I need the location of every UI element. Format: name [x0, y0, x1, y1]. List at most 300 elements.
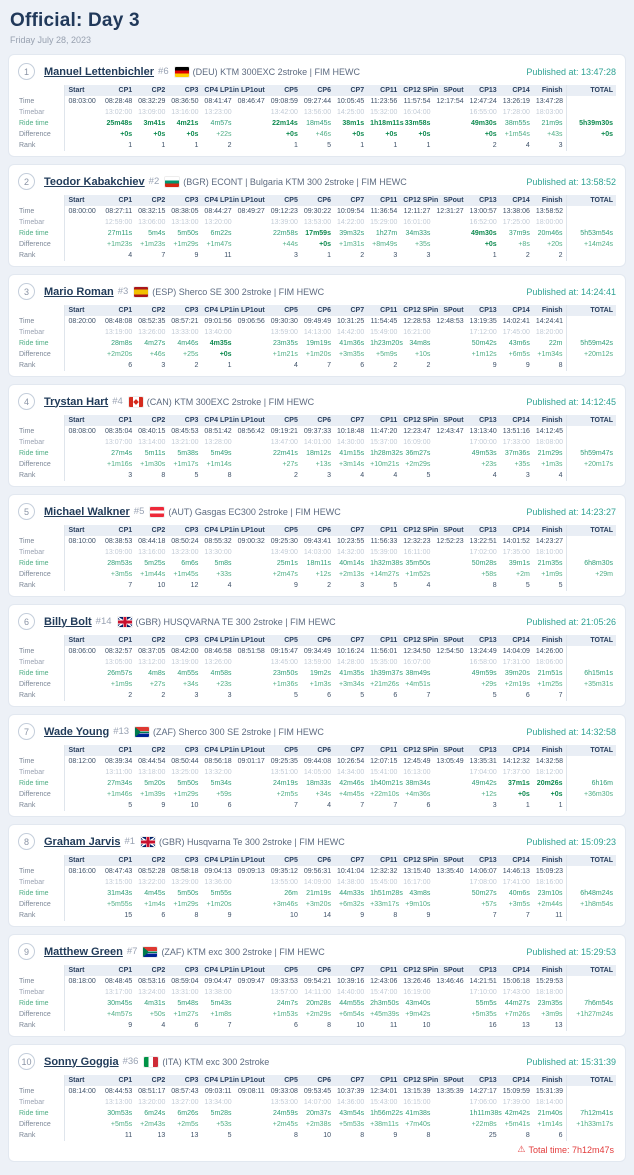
cell: 6 — [293, 1022, 298, 1029]
cell: 3 — [360, 582, 365, 589]
cell: 12:34:50 — [403, 648, 431, 655]
cell: 14:22:00 — [336, 219, 365, 226]
cell: +34s — [315, 791, 331, 798]
column-header: Finish — [533, 525, 566, 536]
cell: 13:02:00 — [105, 109, 133, 116]
cell: +35s — [415, 241, 431, 248]
cell: 09:56:31 — [303, 868, 332, 875]
cell: 8 — [492, 582, 497, 589]
cell: 18m33s — [306, 780, 331, 787]
cell: 2 — [360, 252, 365, 259]
cell: +2m29s — [305, 1011, 331, 1018]
cell: 1 — [194, 142, 199, 149]
cell — [235, 239, 268, 250]
cell: 13:38:00 — [204, 989, 232, 996]
cell — [64, 800, 102, 811]
column-header: LP1out — [235, 85, 268, 96]
rider-position-badge: 1 — [18, 63, 35, 80]
row-label: Time — [18, 866, 64, 877]
cell: 1h18m11s — [370, 120, 404, 127]
cell: 17:12:00 — [469, 329, 497, 336]
cell: 13:36:00 — [204, 879, 232, 886]
cell — [566, 547, 616, 558]
cell: 09:08:11 — [237, 1088, 265, 1095]
cell — [566, 206, 616, 217]
cell: 13:13:00 — [105, 1099, 133, 1106]
cell: +6m5s — [508, 351, 530, 358]
cell: 4m57s — [210, 120, 232, 127]
cell: 20m37s — [306, 1110, 331, 1117]
cell: +1m21s — [272, 351, 298, 358]
column-header: CP14 — [500, 965, 533, 976]
cell: 5m25s — [144, 560, 166, 567]
cell: 13:18:00 — [138, 769, 166, 776]
cell: 4m8s — [148, 670, 166, 677]
cell: 13:21:00 — [171, 439, 199, 446]
cell: 12:43:47 — [436, 428, 464, 435]
cell: +46s — [315, 131, 331, 138]
cell: 15 — [124, 912, 133, 919]
country-flag-icon — [129, 397, 143, 407]
cell: 1 — [128, 142, 133, 149]
rider-header — [18, 723, 616, 740]
cell: 1 — [525, 802, 530, 809]
column-header: CP14 — [500, 745, 533, 756]
warning-triangle-icon: ⚠ — [517, 1144, 526, 1154]
cell: +1m12s — [471, 351, 497, 358]
cell: 1 — [393, 142, 398, 149]
cell: 50m42s — [471, 340, 497, 347]
cell: 14:09:00 — [303, 879, 332, 886]
table-row — [18, 316, 616, 327]
cell: 13:53:00 — [303, 219, 332, 226]
rider-name[interactable]: Teodor Kabakchiev — [44, 175, 145, 188]
cell: 18:06:00 — [535, 659, 564, 666]
cell: 4 — [525, 142, 530, 149]
cell — [235, 470, 268, 481]
column-header: CP2 — [135, 855, 168, 866]
cell: 8 — [393, 912, 398, 919]
row-label: Timebar — [18, 987, 64, 998]
cell: 13 — [554, 1022, 563, 1029]
cell: 18:03:00 — [535, 109, 564, 116]
cell: 10:37:39 — [336, 1088, 365, 1095]
rider-name[interactable]: Trystan Hart — [44, 395, 109, 408]
row-label: Time — [18, 96, 64, 107]
column-header: CP11 — [367, 195, 400, 206]
cell: +1m29s — [173, 241, 199, 248]
cell — [566, 800, 616, 811]
cell: 09:54:21 — [303, 978, 332, 985]
cell: 13:14:00 — [138, 439, 166, 446]
column-header: CP13 — [467, 525, 500, 536]
cell: 3 — [393, 252, 398, 259]
cell: 1h39m37s — [370, 670, 403, 677]
cell: 28m8s — [111, 340, 133, 347]
cell: +1m54s — [504, 131, 530, 138]
cell: 4 — [293, 362, 298, 369]
cell — [64, 1108, 102, 1119]
cell: 22m — [548, 340, 563, 347]
table-row — [18, 1119, 616, 1130]
cell: 5 — [492, 692, 497, 699]
cell: +1m46s — [107, 791, 133, 798]
cell: 7 — [128, 582, 133, 589]
cell: 16:52:00 — [469, 219, 497, 226]
cell — [235, 327, 268, 338]
country-flag-icon — [141, 837, 155, 847]
column-header: CP6 — [301, 855, 334, 866]
cell: 5m50s — [177, 230, 199, 237]
cell: 10:18:48 — [336, 428, 365, 435]
cell: 4 — [327, 802, 331, 809]
cell — [64, 448, 102, 459]
cell — [433, 437, 466, 448]
cell: 15:06:18 — [502, 978, 530, 985]
cell — [566, 910, 616, 921]
rider-name[interactable]: Manuel Lettenbichler — [44, 65, 155, 78]
cell: 6h16m — [566, 778, 616, 789]
cell: 17:39:00 — [502, 1099, 530, 1106]
cell — [235, 129, 268, 140]
cell: +22m8s — [471, 1121, 497, 1128]
cell: 8 — [360, 1132, 365, 1139]
cell: 38m1s — [342, 120, 365, 127]
cell: 5m20s — [144, 780, 166, 787]
table-row — [18, 129, 616, 140]
cell: 5m50s — [177, 780, 199, 787]
cell: +1m29s — [173, 901, 199, 908]
cell — [64, 910, 102, 921]
cell — [64, 239, 102, 250]
cell: +1m3s — [541, 461, 563, 468]
cell: 1h32m38s — [370, 560, 403, 567]
rider-card — [8, 824, 626, 927]
cell: +5m5s — [110, 1121, 133, 1128]
cell: 13:09:00 — [105, 549, 133, 556]
rider-team: (DEU) KTM 300EXC 2stroke | FIM HEWC — [192, 66, 360, 77]
cell: 5 — [194, 472, 199, 479]
cell: 13:39:00 — [270, 219, 298, 226]
cell: +20m12s — [566, 349, 616, 360]
cell — [433, 470, 466, 481]
column-header: CP6 — [301, 195, 334, 206]
cell: 13:27:00 — [171, 1099, 199, 1106]
cell: 13:26:00 — [138, 329, 166, 336]
cell: 7h6m54s — [566, 998, 616, 1009]
cell — [64, 129, 102, 140]
cell: +35m31s — [566, 679, 616, 690]
table-row — [18, 767, 616, 778]
cell: 13:53:00 — [270, 1099, 298, 1106]
table-row — [18, 1020, 616, 1031]
cell — [433, 668, 466, 679]
column-header: CP11 — [367, 85, 400, 96]
rider-position-badge: 8 — [18, 833, 35, 850]
column-header: CP5 — [268, 745, 301, 756]
cell: 13:57:00 — [270, 989, 298, 996]
cell: +8s — [518, 241, 530, 248]
cell: 3 — [128, 472, 133, 479]
column-header: LP1out — [235, 965, 268, 976]
column-header: CP4 LP1in — [201, 855, 234, 866]
column-header: CP13 — [467, 965, 500, 976]
cell: +3m5s — [508, 901, 530, 908]
table-row — [18, 360, 616, 371]
cell: 5 — [426, 472, 431, 479]
cell — [64, 437, 102, 448]
cell: 19m19s — [306, 340, 331, 347]
cell: 6m24s — [144, 1110, 166, 1117]
cell: +20m17s — [566, 459, 616, 470]
cell: 17:33:00 — [502, 439, 530, 446]
row-label: Time — [18, 536, 64, 547]
cell: 30m53s — [107, 1110, 133, 1117]
row-label-header — [18, 525, 64, 536]
cell — [566, 1020, 616, 1031]
cell: +12s — [481, 791, 497, 798]
column-header: CP6 — [301, 305, 334, 316]
cell: 13:32:00 — [204, 769, 232, 776]
cell — [64, 767, 102, 778]
column-header: CP2 — [135, 305, 168, 316]
column-header: CP7 — [334, 85, 367, 96]
table-row — [18, 899, 616, 910]
cell — [566, 756, 616, 767]
cell: 38m55s — [504, 120, 530, 127]
cell: 08:44:18 — [138, 538, 166, 545]
column-header: CP4 LP1in — [201, 635, 234, 646]
cell: 22m41s — [272, 450, 298, 457]
row-label: Rank — [18, 250, 64, 261]
column-header: CP7 — [334, 415, 367, 426]
rider-position-badge: 4 — [18, 393, 35, 410]
rider-name[interactable]: Sonny Goggia — [44, 1055, 119, 1068]
cell: 15:39:00 — [370, 549, 398, 556]
rider-name[interactable]: Billy Bolt — [44, 615, 92, 628]
cell: 39m1s — [508, 560, 530, 567]
cell — [235, 580, 268, 591]
cell: +50s — [149, 1011, 166, 1018]
cell: 08:58:18 — [171, 868, 199, 875]
cell: 5h39m30s — [566, 118, 616, 129]
rider-position-badge: 5 — [18, 503, 35, 520]
cell: 09:37:33 — [303, 428, 332, 435]
cell — [235, 1119, 268, 1130]
cell: 8 — [194, 912, 199, 919]
column-header: CP13 — [467, 855, 500, 866]
rider-name[interactable]: Matthew Green — [44, 945, 123, 958]
cell: 13:35:31 — [469, 758, 497, 765]
table-row — [18, 976, 616, 987]
cell: +29s — [481, 681, 497, 688]
row-label: Time — [18, 1086, 64, 1097]
cell: 08:57:21 — [171, 318, 199, 325]
cell: 13:05:00 — [105, 659, 133, 666]
results-table — [18, 1075, 616, 1141]
cell — [64, 1119, 102, 1130]
cell: 13:56:00 — [303, 109, 332, 116]
cell: 14:27:17 — [469, 1088, 497, 1095]
rider-name[interactable]: Michael Walkner — [44, 505, 130, 518]
cell: 12:32:32 — [370, 868, 398, 875]
cell: 3 — [426, 252, 431, 259]
cell: 4 — [128, 252, 133, 259]
cell: 17:04:00 — [469, 769, 497, 776]
cell: 12:23:47 — [403, 428, 431, 435]
rider-name[interactable]: Mario Roman — [44, 285, 114, 298]
cell — [433, 1097, 466, 1108]
country-flag-icon — [118, 617, 132, 627]
column-header: CP7 — [334, 635, 367, 646]
cell: 33m58s — [404, 120, 431, 127]
cell: +1m27s — [173, 1011, 199, 1018]
cell: +1m34s — [537, 351, 563, 358]
cell: 09:33:53 — [270, 978, 298, 985]
cell: 09:08:59 — [270, 98, 298, 105]
cell: 13:33:00 — [171, 329, 199, 336]
rider-team: (GBR) HUSQVARNA TE 300 2stroke | FIM HEWC — [135, 616, 336, 627]
cell: +14m27s — [370, 571, 400, 578]
cell: 09:49:49 — [303, 318, 332, 325]
cell: +2m19s — [504, 681, 530, 688]
cell: +1m25s — [537, 681, 563, 688]
cell: 24m59s — [272, 1110, 298, 1117]
column-header: CP1 — [102, 635, 135, 646]
cell: 1 — [492, 252, 497, 259]
table-header-row — [18, 525, 616, 536]
cell: +5m35s — [471, 1011, 497, 1018]
row-label: Ride time — [18, 338, 64, 349]
cell: +34s — [183, 681, 199, 688]
column-header: CP7 — [334, 305, 367, 316]
column-header: CP4 LP1in — [201, 745, 234, 756]
cell: 08:38:05 — [171, 208, 199, 215]
cell: 1h23m20s — [370, 340, 403, 347]
cell: 21m40s — [537, 1110, 563, 1117]
cell: 20m46s — [537, 230, 563, 237]
cell: 08:06:00 — [68, 648, 96, 655]
cell: +2m20s — [107, 351, 133, 358]
row-label: Time — [18, 976, 64, 987]
cell: 5 — [393, 582, 398, 589]
cell: 43m54s — [339, 1110, 365, 1117]
cell: +7m26s — [504, 1011, 530, 1018]
cell: 41m36s — [339, 340, 365, 347]
cell — [433, 690, 466, 701]
rider-name[interactable]: Wade Young — [44, 725, 110, 738]
cell: 5 — [327, 142, 331, 149]
cell: 16:11:00 — [403, 549, 431, 556]
cell: 44m33s — [339, 890, 365, 897]
cell: 2 — [161, 692, 166, 699]
cell: +22s — [216, 131, 232, 138]
cell: 4 — [393, 472, 398, 479]
cell — [433, 338, 466, 349]
column-header: CP2 — [135, 745, 168, 756]
cell: +1m23s — [140, 241, 166, 248]
column-header: Start — [64, 635, 102, 646]
row-label: Difference — [18, 1119, 64, 1130]
cell: 13:13:40 — [469, 428, 497, 435]
cell: 4 — [227, 582, 232, 589]
column-header: CP2 — [135, 85, 168, 96]
published-at: Published at: 15:29:53 — [526, 946, 616, 957]
cell — [235, 987, 268, 998]
table-row — [18, 987, 616, 998]
cell: 08:46:47 — [237, 98, 265, 105]
cell: 27m34s — [107, 780, 133, 787]
cell: 13:58:52 — [535, 208, 564, 215]
cell: 13:49:00 — [270, 549, 298, 556]
cell: 26m57s — [107, 670, 133, 677]
cell: 4m21s — [176, 120, 199, 127]
rider-number: #5 — [133, 506, 145, 517]
column-header: CP6 — [301, 635, 334, 646]
cell: 08:37:05 — [138, 648, 166, 655]
cell: 39m20s — [504, 670, 530, 677]
cell: 10:31:25 — [336, 318, 365, 325]
page-title: Official: Day 3 — [10, 10, 140, 31]
country-flag-icon — [143, 947, 157, 957]
cell — [566, 437, 616, 448]
cell — [64, 668, 102, 679]
cell: 44m55s — [339, 1000, 365, 1007]
rider-team: (GBR) Husqvarna Te 300 2stroke | FIM HEWC — [159, 836, 345, 847]
column-header: CP7 — [334, 745, 367, 756]
column-header: Finish — [533, 635, 566, 646]
column-header: CP6 — [301, 1075, 334, 1086]
table-header-row — [18, 415, 616, 426]
cell: 2h3m50s — [370, 1000, 399, 1007]
cell: 43m40s — [405, 1000, 431, 1007]
cell: 2 — [128, 692, 133, 699]
cell: 18:00:00 — [535, 219, 564, 226]
column-header: CP13 — [467, 415, 500, 426]
cell — [235, 877, 268, 888]
column-header: TOTAL — [566, 855, 616, 866]
cell: 13:26:46 — [403, 978, 431, 985]
cell: 13:38:06 — [502, 208, 530, 215]
rider-position-badge: 10 — [18, 1053, 35, 1070]
cell: +22m10s — [370, 791, 400, 798]
cell: 7 — [227, 1022, 232, 1029]
table-row — [18, 547, 616, 558]
cell: 21m35s — [537, 560, 563, 567]
cell: 5m4s — [148, 230, 166, 237]
cell: +4m51s — [405, 681, 431, 688]
table-row — [18, 470, 616, 481]
cell: 42m46s — [339, 780, 365, 787]
cell: 3 — [161, 362, 166, 369]
cell: 08:52:35 — [138, 318, 166, 325]
table-row — [18, 646, 616, 657]
column-header: CP5 — [268, 855, 301, 866]
cell: 49m53s — [471, 450, 497, 457]
rider-name[interactable]: Graham Jarvis — [44, 835, 121, 848]
country-flag-icon — [135, 727, 149, 737]
column-header: CP7 — [334, 855, 367, 866]
cell: 08:16:00 — [68, 868, 96, 875]
cell: 08:18:00 — [68, 978, 96, 985]
cell: +5m53s — [339, 1121, 365, 1128]
column-header: CP14 — [500, 525, 533, 536]
rider-team: (ITA) KTM exc 300 2stroke — [162, 1056, 270, 1067]
cell — [566, 1086, 616, 1097]
cell — [433, 580, 466, 591]
cell: 14 — [323, 912, 331, 919]
cell: 08:48:08 — [105, 318, 133, 325]
